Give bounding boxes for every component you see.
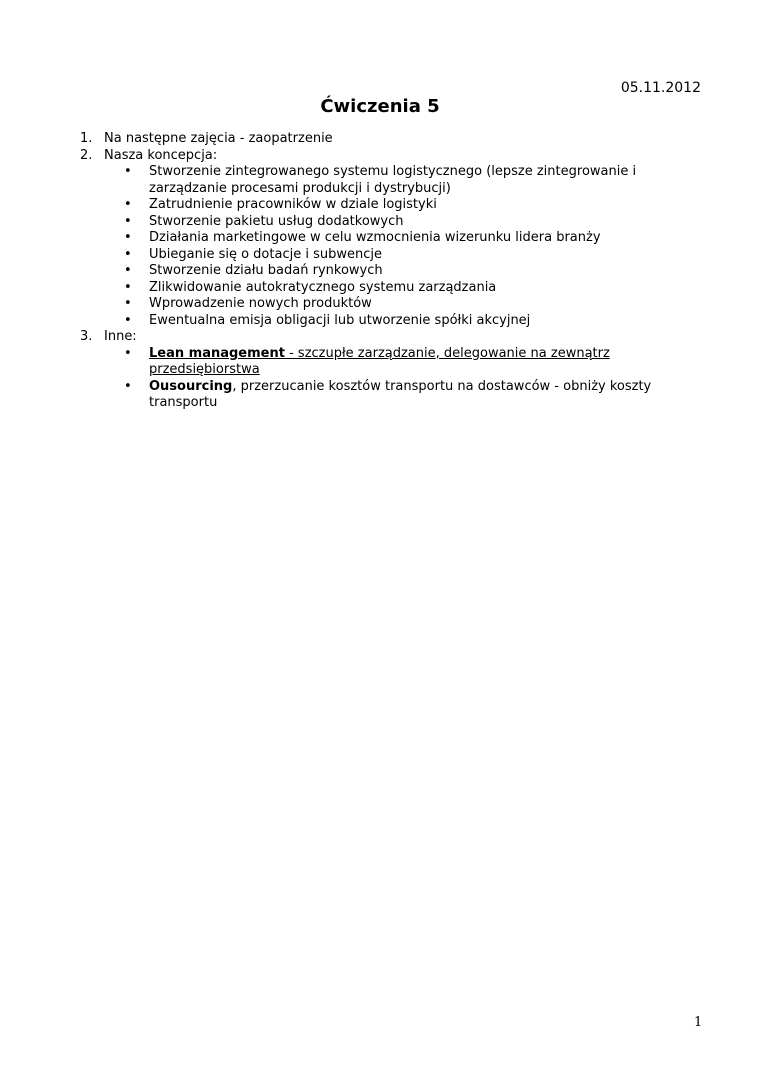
bullet-icon xyxy=(124,164,149,197)
bullet-item xyxy=(80,263,670,280)
document-date: 05.11.2012 xyxy=(620,80,701,96)
bullet-icon xyxy=(124,346,149,379)
bullet-icon xyxy=(124,197,149,214)
bullet-item xyxy=(80,197,670,214)
bullet-text: Zlikwidowanie autokratycznego systemu zarządzania xyxy=(149,279,497,295)
list-item-1 xyxy=(80,131,670,148)
bullet-icon xyxy=(124,247,149,264)
lean-management-description: - szczupłe zarządzanie, delegowanie na zewnątrz przedsiębiorstwa xyxy=(149,345,610,377)
document-body xyxy=(80,131,670,412)
bullet-item xyxy=(80,280,670,297)
list-text: Nasza koncepcja: xyxy=(104,147,218,163)
bullet-text: Stworzenie zintegrowanego systemu logistycznego (lepsze zintegrowanie i zarządzanie procesami produkcji i dystrybucji) xyxy=(149,164,637,196)
bullet-icon xyxy=(124,296,149,313)
list-number: 3. xyxy=(80,329,93,344)
bullet-icon xyxy=(124,263,149,280)
bullet-icon xyxy=(124,214,149,231)
bullet-item xyxy=(80,313,670,330)
bullet-item-outsourcing xyxy=(80,379,670,412)
list-item-2 xyxy=(80,148,670,165)
outsourcing-term: Ousourcing xyxy=(149,378,233,394)
document-title: Ćwiczenia 5 xyxy=(320,96,440,117)
bullet-icon xyxy=(124,313,149,330)
bullet-text: Zatrudnienie pracowników w dziale logistyki xyxy=(149,197,437,212)
bullet-icon xyxy=(124,230,149,247)
list-text: Na następne zajęcia - zaopatrzenie xyxy=(104,131,333,146)
bullet-item xyxy=(80,230,670,247)
bullet-text xyxy=(149,346,670,379)
bullet-text: Stworzenie działu badań rynkowych xyxy=(149,263,383,278)
bullet-text: Ewentualna emisja obligacji lub utworzenie spółki akcyjnej xyxy=(149,312,531,328)
bullet-item xyxy=(80,296,670,313)
bullet-icon xyxy=(124,280,149,297)
bullet-item xyxy=(80,247,670,264)
lean-management-term: Lean management xyxy=(149,345,285,361)
bullet-text: Ubieganie się o dotacje i subwencje xyxy=(149,246,382,262)
bullet-item xyxy=(80,214,670,231)
bullet-item xyxy=(80,164,670,197)
bullet-text xyxy=(149,379,670,412)
bullet-text: Działania marketingowe w celu wzmocnienia wizerunku lidera branży xyxy=(149,230,601,245)
bullet-text: Wprowadzenie nowych produktów xyxy=(149,296,372,311)
list-item-3 xyxy=(80,329,670,346)
list-number: 2. xyxy=(80,147,93,163)
list-number: 1. xyxy=(80,131,93,146)
bullet-text: Stworzenie pakietu usług dodatkowych xyxy=(149,213,404,229)
bullet-icon xyxy=(124,379,149,412)
outsourcing-description: , przerzucanie kosztów transportu na dostawców - obniży koszty transportu xyxy=(149,378,652,410)
page-number: 1 xyxy=(694,1015,703,1030)
bullet-item-lean-management xyxy=(80,346,670,379)
list-text: Inne: xyxy=(104,329,137,344)
